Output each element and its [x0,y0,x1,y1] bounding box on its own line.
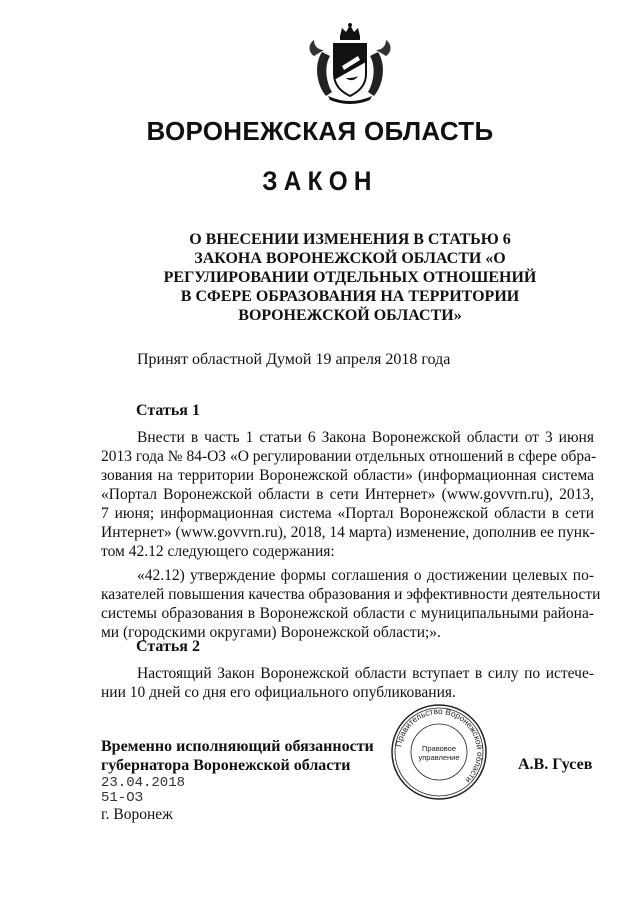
position-line: Временно исполняющий обязанности [101,738,374,755]
adoption-note: Принят областной Думой 19 апреля 2018 года [137,351,451,368]
article-1-paragraph-1 [101,428,597,561]
text-line: казателей повышения качества образования и эффективности деятельности [101,586,601,603]
title-line: РЕГУЛИРОВАНИИ ОТДЕЛЬНЫХ ОТНОШЕНИЙ [163,269,537,286]
text-line: «42.12) утверждение формы соглашения о достижении целевых по- [137,567,594,584]
crown-icon [340,23,360,40]
registration-date: 23.04.2018 [101,775,186,791]
stamp-center-line-1: Правовое [421,744,457,753]
position-line: губернатора Воронежской области [101,757,351,774]
stamp-ring-text: Правительство Воронежской области [393,705,486,786]
text-line: том 42.12 следующего содержания: [101,543,335,560]
registration-block [101,776,185,806]
official-stamp [389,702,489,802]
title-line: О ВНЕСЕНИИ ИЗМЕНЕНИЯ В СТАТЬЮ 6 [189,231,511,248]
text-line: Настоящий Закон Воронежской области вступает в силу по истече- [137,665,594,682]
title-line: ЗАКОНА ВОРОНЕЖСКОЙ ОБЛАСТИ «О [194,250,506,267]
text-line: 7 июня; информационная система «Портал Воронежской области в сети [101,505,594,522]
title-line: В СФЕРЕ ОБРАЗОВАНИЯ НА ТЕРРИТОРИИ [180,288,520,305]
text-line: Интернет» (www.govvrn.ru), 2018, 14 марта) изменение, дополнив ее пунк- [101,524,595,541]
coat-of-arms-emblem [300,22,400,104]
text-line: ми (городскими округами) Воронежской области;». [101,624,441,641]
registration-number: 51-ОЗ [101,790,144,806]
city-name: г. Воронеж [101,806,173,823]
article-1-heading: Статья 1 [136,402,200,419]
signer-name: А.В. Гусев [518,756,593,773]
document-type: ЗАКОН [262,166,378,196]
signatory-position [101,737,374,775]
text-line: зования на территории Воронежской области» (информационная система [101,467,594,484]
article-1-paragraph-2 [101,566,601,642]
article-2-paragraph [101,664,594,702]
text-line: Внести в часть 1 статьи 6 Закона Воронежской области от 3 июня [137,429,594,446]
title-line: ВОРОНЕЖСКОЙ ОБЛАСТИ» [238,307,462,324]
article-2-heading: Статья 2 [136,638,200,655]
text-line: нии 10 дней со дня его официального опубликования. [101,684,456,701]
text-line: системы образования в Воронежской области с муниципальными района- [101,605,594,622]
law-title [150,230,550,325]
region-name: ВОРОНЕЖСКАЯ ОБЛАСТЬ [146,116,494,146]
text-line: «Портал Воронежской области в сети Интернет» (www.govvrn.ru), 2013, [101,486,594,503]
text-line: 2013 года № 84-ОЗ «О регулировании отдельных отношений в сфере обра- [101,448,597,465]
stamp-center-line-2: управление [418,753,460,762]
